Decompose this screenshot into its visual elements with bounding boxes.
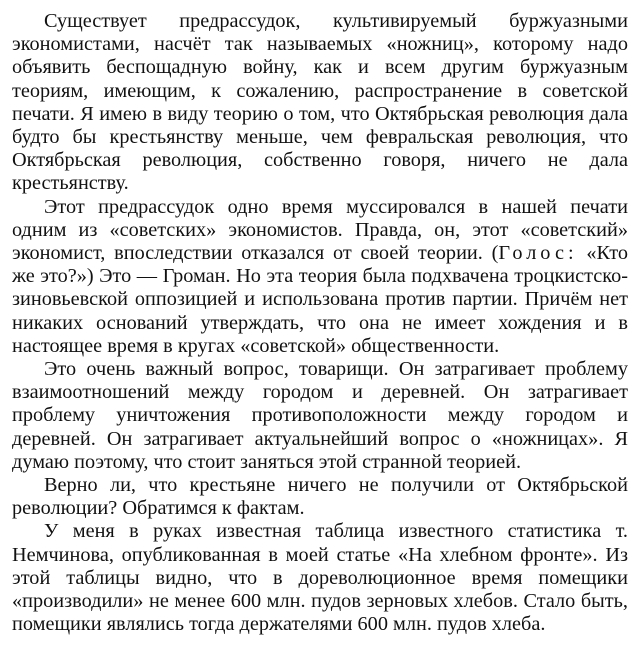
paragraph-5-text: У меня в руках известная таблица известного статистика т. Немчинова, опубликованная в моей статье «На хлебном фронте». Из этой таблицы видно, что в дореволюционное время помещики «производили» не менее 600 млн. пудов зерновых хлебов. Стало быть, помещики являлись тогда держателями 600 млн. пудов хлеба. bbox=[12, 520, 628, 636]
paragraph-1 bbox=[12, 10, 628, 196]
paragraph-4-text: Верно ли, что крестьяне ничего не получили от Октябрьской революции? Обратимся к фактам. bbox=[12, 474, 628, 520]
paragraph-1-text: Существует предрассудок, культивируемый буржуазными экономистами, насчёт так называемых «ножниц», которому надо объявить беспощадную войну, как и всем другим буржуазным теориям, имеющим, к сожалению, распространение в советской печати. Я имею в виду теорию о том, что Октябрьская революция дала будто бы крестьянству меньше, чем февральская революция, что Октябрьская революция, собственно говоря, ничего не дала крестьянству. bbox=[12, 10, 628, 195]
paragraph-2-voice-remark: Голос: bbox=[498, 242, 578, 265]
paragraph-3-text: Это очень важный вопрос, товарищи. Он затрагивает проблему взаимоотношений между городом и деревней. Он затрагивает проблему уничтожения противоположности между городом и деревней. Он затрагивает актуальнейший вопрос о «ножницах». Я думаю поэтому, что стоит заняться этой странной теорией. bbox=[12, 358, 628, 473]
paragraph-5 bbox=[12, 520, 628, 636]
paragraph-2-text-start: Этот предрассудок одно время муссировался в нашей печати одним из «советских» экономистов. Правда, он, этот «советский» экономист, впоследствии отказался от своей теории. ( bbox=[12, 195, 628, 265]
paragraph-4 bbox=[12, 474, 628, 520]
paragraph-2-text-end: «Кто же это?») Это — Громан. Но эта теория была подхвачена троцкистско-зиновьевской оппозицией и использована против партии. Причём нет никаких оснований утверждать, что она не имеет хождения и в настоящее время в кругах «советской» общественности. bbox=[12, 242, 628, 357]
paragraph-2 bbox=[12, 196, 628, 358]
paragraph-3 bbox=[12, 358, 628, 474]
